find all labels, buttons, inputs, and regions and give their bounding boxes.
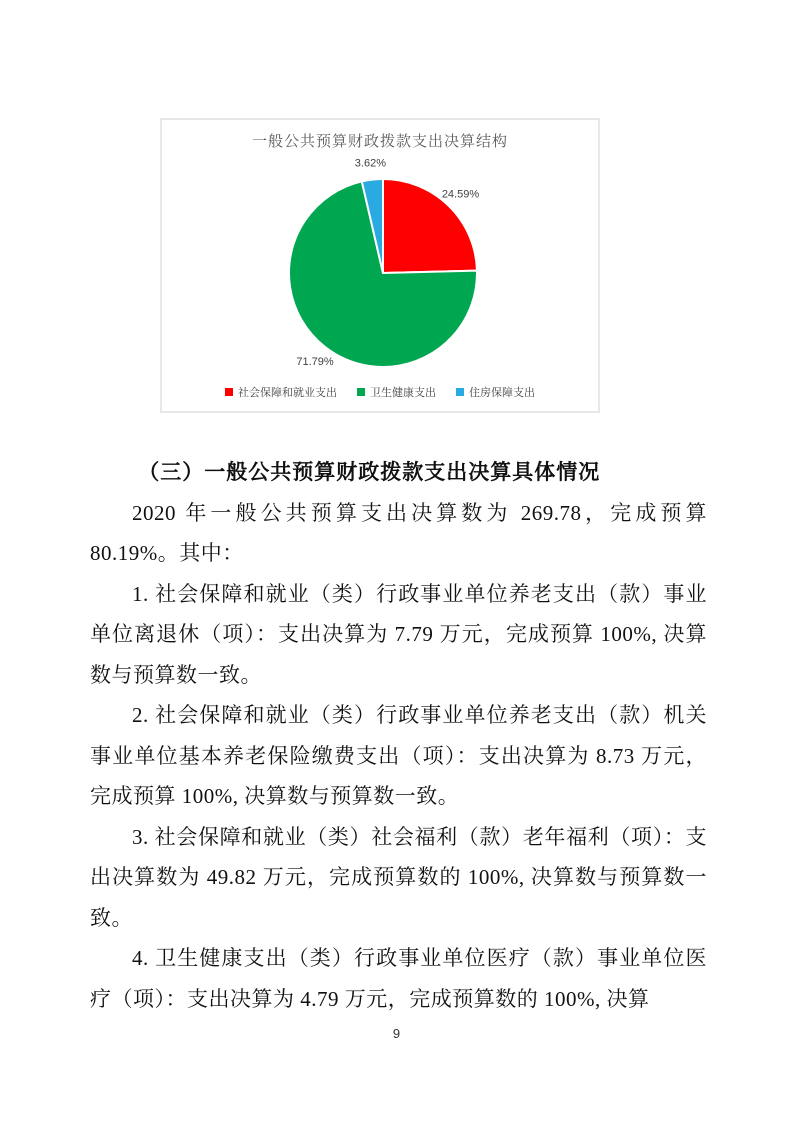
- paragraph: 1. 社会保障和就业（类）行政事业单位养老支出（款）事业单位离退休（项）：支出决算为 7.79 万元，完成预算 100%, 决算数与预算数一致。: [90, 581, 707, 687]
- chart-legend: [162, 384, 598, 400]
- legend-item: [357, 384, 436, 400]
- paragraph: 2020 年一般公共预算支出决算数为 269.78，完成预算 80.19%。其中：: [90, 500, 707, 565]
- legend-swatch-icon: [456, 388, 464, 396]
- legend-label: 住房保障支出: [469, 387, 535, 399]
- chart-title: 一般公共预算财政拨款支出决算结构: [251, 133, 508, 150]
- legend-swatch-icon: [357, 388, 365, 396]
- section-heading: （三）一般公共预算财政拨款支出决算具体情况: [138, 460, 601, 484]
- page-number: 9: [392, 1026, 401, 1041]
- pie-chart-panel: [160, 118, 600, 413]
- legend-item: [456, 384, 535, 400]
- pie-slice-label: 24.59%: [441, 188, 480, 201]
- paragraph: 3. 社会保障和就业（类）社会福利（款）老年福利（项）：支出决算数为 49.82 万元，完成预算数的 100%, 决算数与预算数一致。: [90, 824, 707, 930]
- pie-slice-label: 71.79%: [296, 355, 334, 368]
- legend-swatch-icon: [225, 388, 233, 396]
- legend-label: 社会保障和就业支出: [238, 387, 337, 399]
- legend-item: [225, 384, 337, 400]
- pie-chart: [162, 120, 602, 415]
- paragraph: 2. 社会保障和就业（类）行政事业单位养老支出（款）机关事业单位基本养老保险缴费支出（项）：支出决算为 8.73 万元，完成预算 100%, 决算数与预算数一致。: [90, 703, 707, 808]
- document-body: [90, 452, 707, 1019]
- paragraphs: [90, 493, 707, 1020]
- pie-slice-label: 3.62%: [354, 157, 387, 170]
- legend-label: 卫生健康支出: [370, 387, 436, 399]
- paragraph: 4. 卫生健康支出（类）行政事业单位医疗（款）事业单位医疗（项）：支出决算为 4.79 万元，完成预算数的 100%, 决算: [90, 946, 707, 1011]
